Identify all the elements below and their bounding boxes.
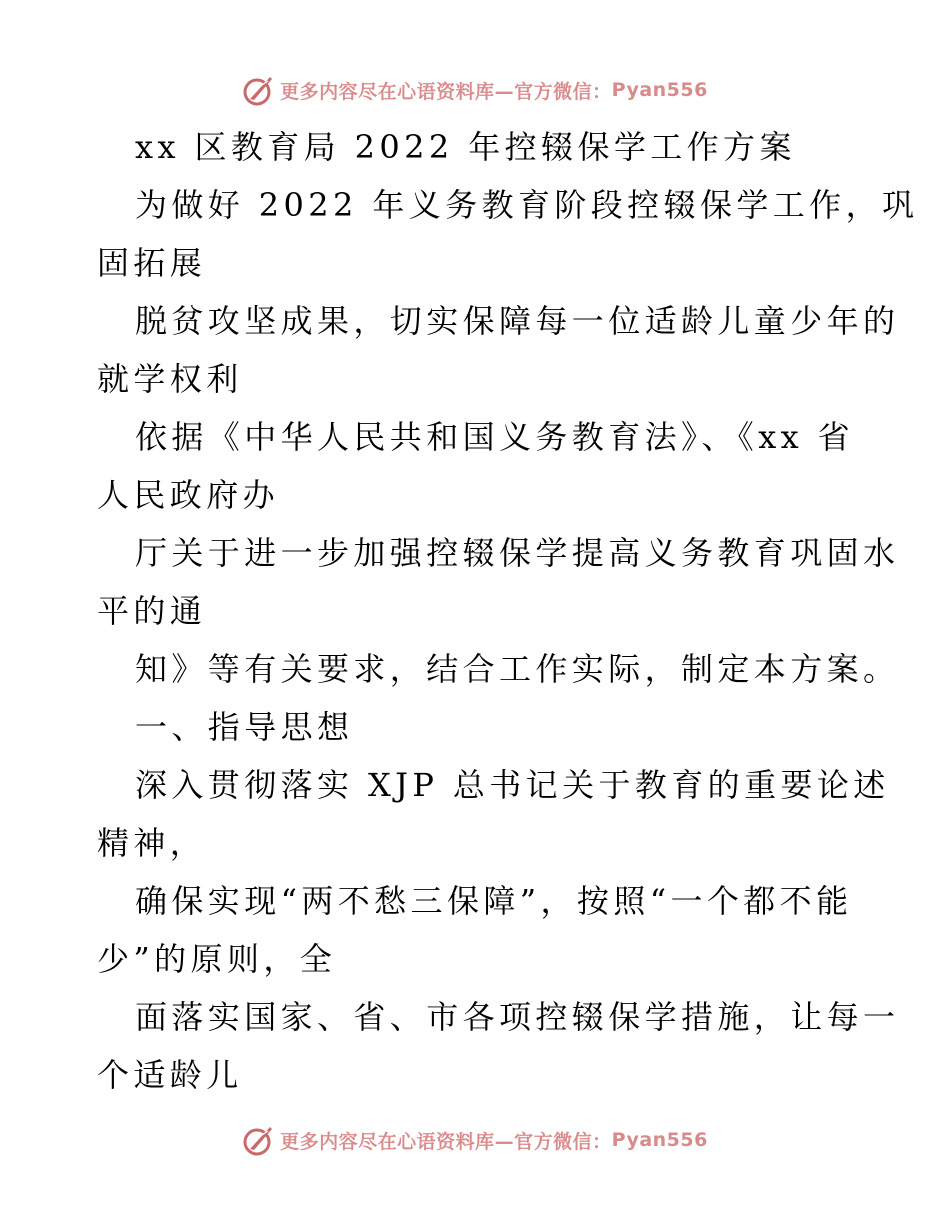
paragraph-line: 知》等有关要求，结合工作实际，制定本方案。: [135, 650, 900, 688]
paragraph-line: 就学权利: [97, 360, 243, 398]
paragraph-line: 面落实国家、省、市各项控辍保学措施，让每一: [135, 998, 900, 1036]
paragraph-line: 个适龄儿: [97, 1056, 243, 1094]
quill-logo-icon: [242, 73, 276, 107]
quill-logo-icon: [242, 1123, 276, 1157]
watermark-text: 更多内容尽在心语资料库—官方微信：: [280, 1130, 612, 1153]
paragraph-line: 深入贯彻落实 XJP 总书记关于教育的重要论述: [135, 766, 890, 804]
paragraph-line: 固拓展: [97, 244, 207, 282]
paragraph-line: 脱贫攻坚成果，切实保障每一位适龄儿童少年的: [135, 302, 900, 340]
footer-watermark: [0, 1120, 950, 1160]
watermark-text: 更多内容尽在心语资料库—官方微信：: [280, 80, 612, 103]
paragraph-line: 依据《中华人民共和国义务教育法》、《xx 省: [135, 418, 855, 456]
paragraph-line: 精神，: [97, 824, 207, 862]
paragraph-line: 少”的原则，全: [97, 940, 337, 978]
watermark-wechat-id: Pyan556: [611, 79, 708, 101]
paragraph-line: 厅关于进一步加强控辍保学提高义务教育巩固水: [135, 534, 900, 572]
paragraph-line: 为做好 2022 年义务教育阶段控辍保学工作，巩: [135, 186, 919, 224]
header-watermark: [0, 70, 950, 110]
paragraph-line: 确保实现“两不愁三保障”，按照“一个都不能: [135, 882, 853, 920]
section-heading: 一、指导思想: [135, 708, 354, 746]
document-title: xx 区教育局 2022 年控辍保学工作方案: [135, 128, 796, 166]
watermark-wechat-id: Pyan556: [611, 1129, 708, 1151]
paragraph-line: 人民政府办: [97, 476, 280, 514]
paragraph-line: 平的通: [97, 592, 207, 630]
